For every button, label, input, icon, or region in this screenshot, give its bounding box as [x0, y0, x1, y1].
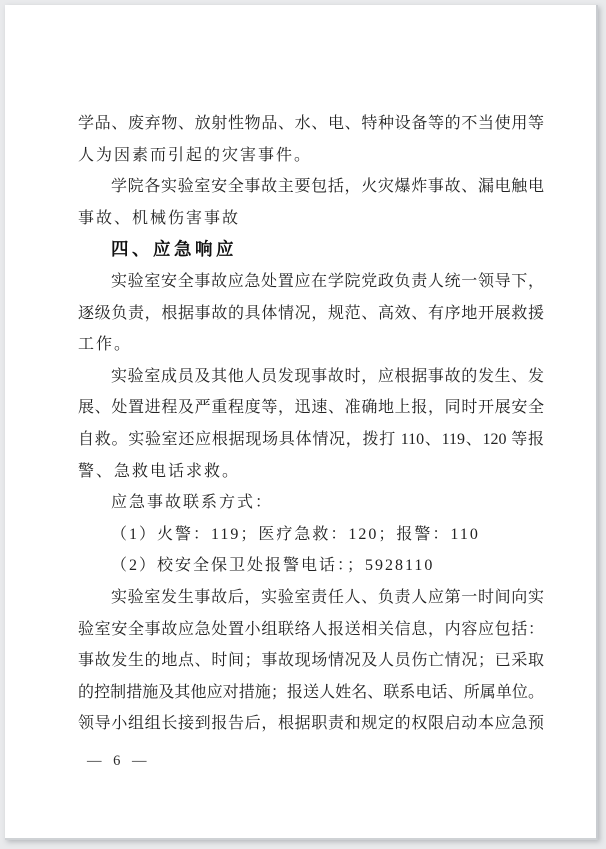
text-line: 的控制措施及其他应对措施；报送人姓名、联系电话、所属单位。: [78, 683, 544, 701]
text-line: 展、处置进程及严重程度等，迅速、准确地上报，同时开展安全: [78, 399, 544, 417]
section-heading: 四、应急响应: [111, 239, 237, 260]
text-line: 验室安全事故应急处置小组联络人报送相关信息，内容应包括：: [78, 620, 544, 638]
text-line: 人为因素而引起的灾害事件。: [78, 146, 313, 164]
page-number: — 6 —: [87, 753, 148, 769]
text-line: 学院各实验室安全事故主要包括，火灾爆炸事故、漏电触电: [111, 178, 544, 196]
text-line: 应急事故联系方式：: [111, 494, 274, 512]
document-body-text: [78, 108, 544, 740]
text-line: 实验室安全事故应急处置应在学院党政负责人统一领导下，: [111, 272, 544, 290]
text-line: 自救。实验室还应根据现场具体情况，拨打 110、119、120 等报: [78, 430, 544, 448]
text-line: 事故、机械伤害事故: [78, 209, 241, 227]
text-line: 实验室成员及其他人员发现事故时，应根据事故的发生、发: [111, 367, 544, 385]
text-line: 工作。: [78, 336, 133, 354]
campus-security-phone-line: （2）校安全保卫处报警电话：；5928110: [111, 557, 435, 575]
text-line: 实验室发生事故后，实验室责任人、负责人应第一时间向实: [111, 588, 544, 606]
document-page: [5, 5, 598, 840]
text-line: 学品、废弃物、放射性物品、水、电、特种设备等的不当使用等: [78, 115, 544, 132]
text-line: 事故发生的地点、时间；事故现场情况及人员伤亡情况；已采取: [78, 652, 544, 670]
text-line: 逐级负责，根据事故的具体情况，规范、高效、有序地开展救援: [78, 304, 544, 322]
text-line: 领导小组组长接到报告后，根据职责和规定的权限启动本应急预: [78, 715, 544, 733]
emergency-phone-line: （1）火警：119；医疗急救：120；报警：110: [111, 525, 480, 543]
text-line: 警、急救电话求救。: [78, 462, 241, 480]
